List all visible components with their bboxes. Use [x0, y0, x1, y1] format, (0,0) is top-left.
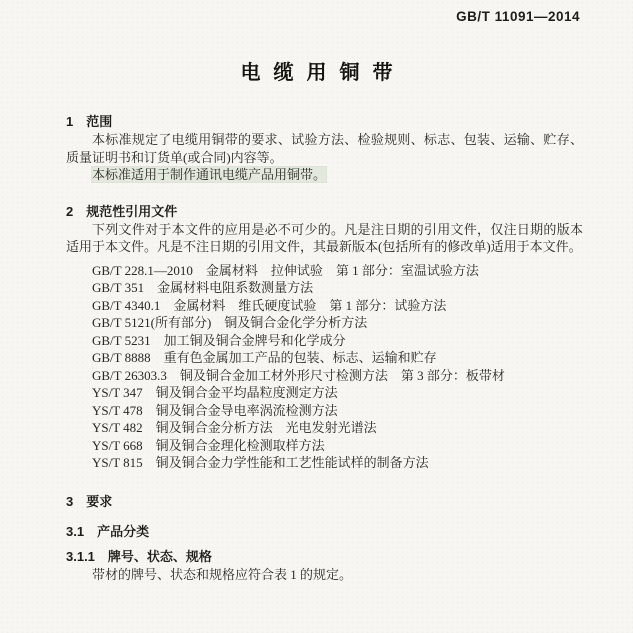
clause-3-1-title: 产品分类 — [97, 523, 150, 539]
clause-1-number: 1 — [66, 114, 74, 129]
clause-1-title: 范围 — [86, 114, 113, 129]
reference-item: GB/T 8888 重有色金属加工产品的包装、标志、运输和贮存 — [92, 350, 437, 365]
reference-item: YS/T 668 铜及铜合金理化检测取样方法 — [92, 437, 325, 453]
clause-2-number: 2 — [66, 203, 74, 219]
clause-3-1-number: 3.1 — [66, 523, 85, 539]
clause-3-1-1-title: 牌号、状态、规格 — [107, 548, 212, 564]
reference-item: GB/T 5121(所有部分) 铜及铜合金化学分析方法 — [92, 315, 368, 330]
standard-number: GB/T 11091—2014 — [456, 9, 580, 24]
clause-3-1-1-number: 3.1.1 — [66, 548, 95, 564]
reference-item: GB/T 228.1—2010 金属材料 拉伸试验 第 1 部分：室温试验方法 — [92, 262, 479, 278]
highlighted-text: 本标准适用于制作通讯电缆产品用铜带。 — [92, 167, 327, 182]
clause-3-number: 3 — [66, 493, 74, 509]
clause-3-1-heading — [66, 523, 583, 541]
reference-item: GB/T 5231 加工铜及铜合金牌号和化学成分 — [92, 332, 346, 348]
reference-item: YS/T 347 铜及铜合金平均晶粒度测定方法 — [92, 385, 338, 400]
reference-item: GB/T 4340.1 金属材料 维氏硬度试验 第 1 部分：试验方法 — [92, 297, 447, 313]
reference-item: GB/T 351 金属材料电阻系数测量方法 — [92, 280, 314, 295]
clause-3-paragraph: 带材的牌号、状态和规格应符合表 1 的规定。 — [92, 566, 353, 582]
reference-item: YS/T 478 铜及铜合金导电率涡流检测方法 — [92, 402, 338, 418]
references-intro: 下列文件对于本文件的应用是必不可少的。凡是注日期的引用文件，仅注日期的版本适用于本文件。凡是不注日期的引用文件，其最新版本(包括所有的修改单)适用于本文件。 — [66, 221, 583, 254]
clause-3-title: 要求 — [86, 493, 113, 509]
clause-1-heading — [66, 113, 583, 131]
standard-number-header — [0, 0, 633, 24]
clause-3-heading — [66, 493, 583, 511]
clause-2-heading — [66, 203, 583, 221]
clause-3-1-1-heading — [66, 548, 583, 566]
document-title: 电缆用铜带 — [240, 62, 406, 84]
reference-item: GB/T 26303.3 铜及铜合金加工材外形尺寸检测方法 第 3 部分：板带材 — [92, 367, 505, 383]
clause-2-title: 规范性引用文件 — [86, 203, 178, 219]
scope-paragraph-2 — [66, 166, 583, 184]
normative-reference-list — [66, 262, 583, 472]
scope-paragraph-1: 本标准规定了电缆用铜带的要求、试验方法、检验规则、标志、包装、运输、贮存、质量证明书和订货单(或合同)内容等。 — [66, 132, 583, 165]
reference-item: YS/T 482 铜及铜合金分析方法 光电发射光谱法 — [92, 420, 377, 435]
document-body — [0, 113, 633, 583]
reference-item: YS/T 815 铜及铜合金力学性能和工艺性能试样的制备方法 — [92, 455, 429, 470]
